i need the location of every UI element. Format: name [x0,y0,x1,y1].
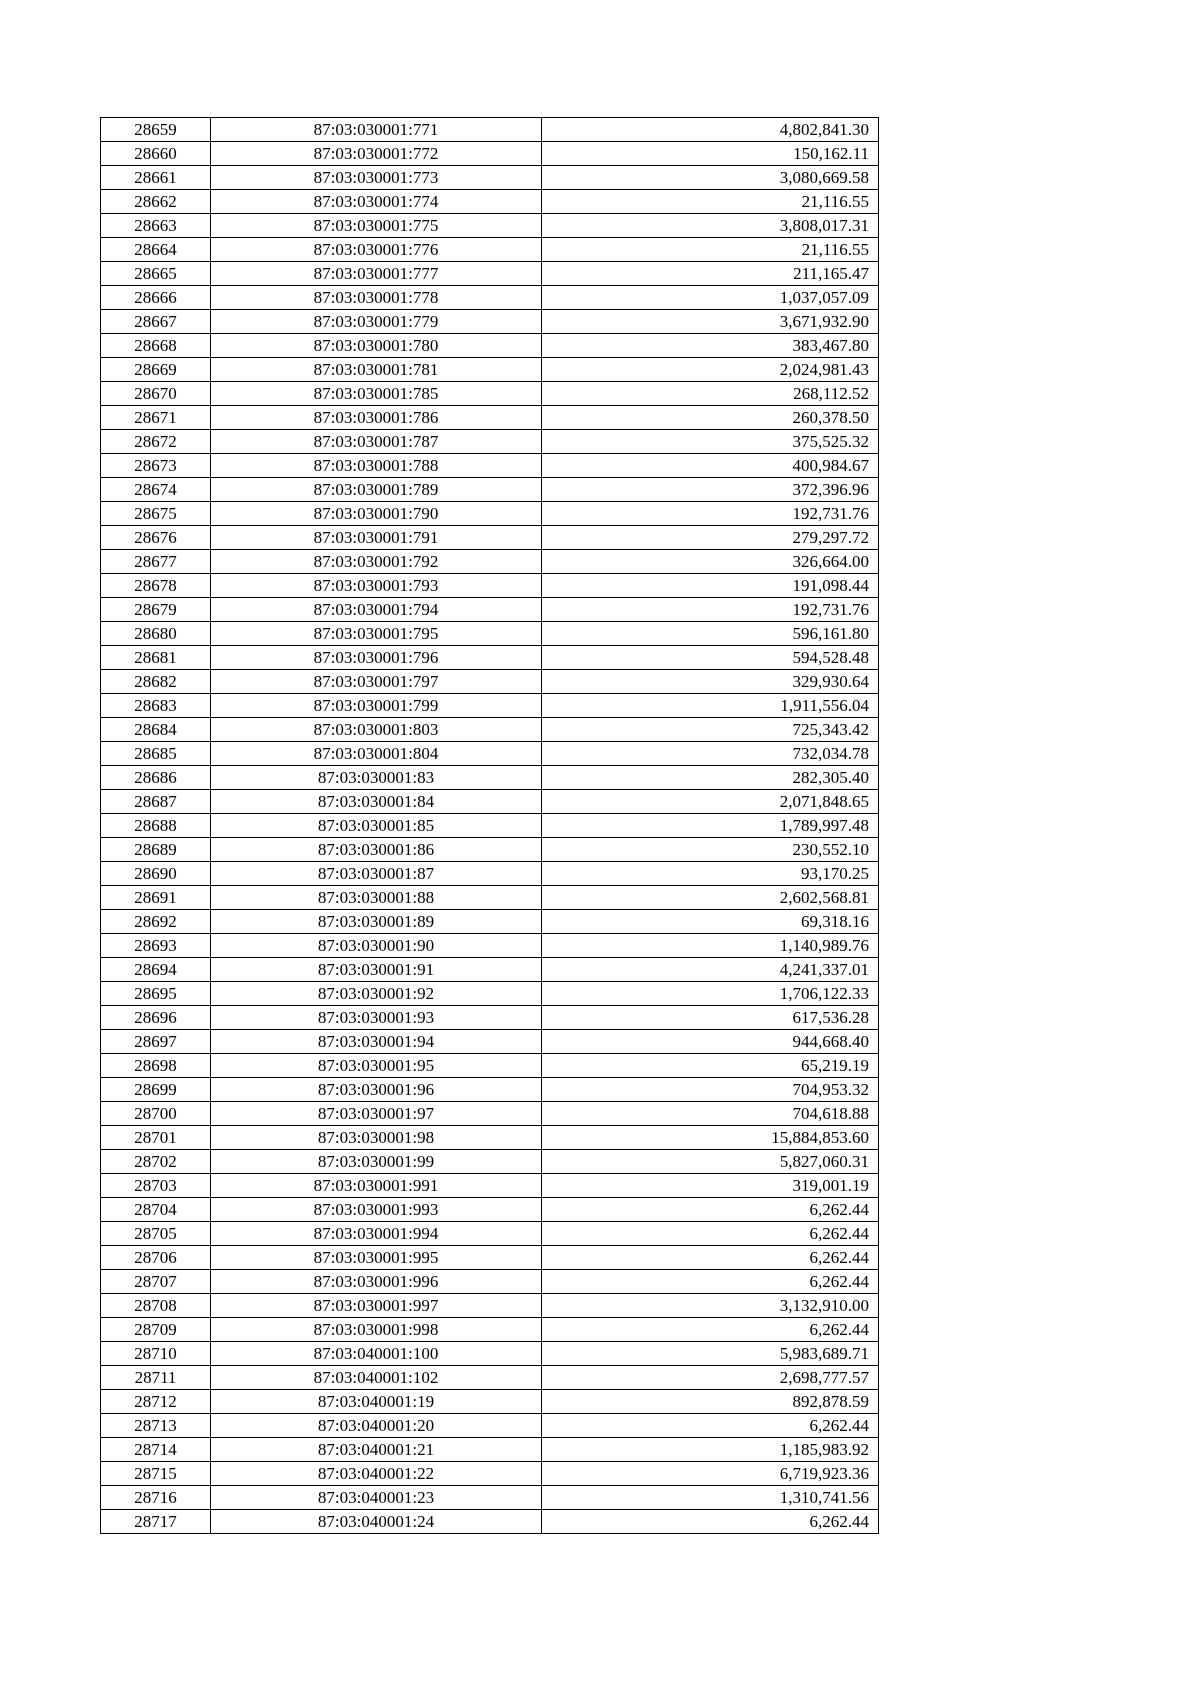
cadastral-value: 230,552.10 [542,838,879,862]
row-number: 28676 [101,526,211,550]
cadastral-value: 617,536.28 [542,1006,879,1030]
cadastral-number: 87:03:030001:997 [211,1294,542,1318]
row-number: 28663 [101,214,211,238]
cadastral-number: 87:03:030001:772 [211,142,542,166]
cadastral-value: 2,071,848.65 [542,790,879,814]
table-row [101,1438,879,1462]
cadastral-value: 704,618.88 [542,1102,879,1126]
cadastral-number: 87:03:030001:786 [211,406,542,430]
row-number: 28710 [101,1342,211,1366]
cadastral-number: 87:03:040001:100 [211,1342,542,1366]
cadastral-value: 329,930.64 [542,670,879,694]
cadastral-number: 87:03:030001:84 [211,790,542,814]
cadastral-value: 319,001.19 [542,1174,879,1198]
cadastral-value: 1,185,983.92 [542,1438,879,1462]
row-number: 28685 [101,742,211,766]
cadastral-value: 4,241,337.01 [542,958,879,982]
cadastral-number: 87:03:030001:794 [211,598,542,622]
table-row [101,430,879,454]
cadastral-value: 2,698,777.57 [542,1366,879,1390]
cadastral-value: 6,262.44 [542,1414,879,1438]
row-number: 28708 [101,1294,211,1318]
cadastral-number: 87:03:030001:781 [211,358,542,382]
cadastral-value: 892,878.59 [542,1390,879,1414]
table-row [101,1486,879,1510]
row-number: 28668 [101,334,211,358]
table-row [101,190,879,214]
row-number: 28673 [101,454,211,478]
row-number: 28687 [101,790,211,814]
cadastral-number: 87:03:030001:90 [211,934,542,958]
row-number: 28664 [101,238,211,262]
row-number: 28695 [101,982,211,1006]
cadastral-number: 87:03:030001:793 [211,574,542,598]
table-row [101,934,879,958]
cadastral-value: 211,165.47 [542,262,879,286]
row-number: 28661 [101,166,211,190]
row-number: 28678 [101,574,211,598]
cadastral-number: 87:03:030001:88 [211,886,542,910]
cadastral-number: 87:03:030001:94 [211,1030,542,1054]
cadastral-value: 6,262.44 [542,1318,879,1342]
row-number: 28672 [101,430,211,454]
cadastral-value: 192,731.76 [542,502,879,526]
table-row [101,742,879,766]
cadastral-number: 87:03:030001:991 [211,1174,542,1198]
cadastral-value: 260,378.50 [542,406,879,430]
table-row [101,1126,879,1150]
cadastral-value: 732,034.78 [542,742,879,766]
cadastral-number: 87:03:030001:91 [211,958,542,982]
table-row [101,694,879,718]
row-number: 28671 [101,406,211,430]
cadastral-number: 87:03:030001:789 [211,478,542,502]
table-row [101,838,879,862]
row-number: 28694 [101,958,211,982]
cadastral-value: 2,602,568.81 [542,886,879,910]
cadastral-number: 87:03:030001:777 [211,262,542,286]
cadastral-value: 1,310,741.56 [542,1486,879,1510]
table-row [101,334,879,358]
table-row [101,502,879,526]
table-row [101,454,879,478]
table-row [101,1102,879,1126]
cadastral-number: 87:03:030001:773 [211,166,542,190]
table-row [101,1174,879,1198]
row-number: 28682 [101,670,211,694]
table-row [101,1078,879,1102]
cadastral-value: 93,170.25 [542,862,879,886]
cadastral-value: 1,140,989.76 [542,934,879,958]
row-number: 28704 [101,1198,211,1222]
table-row [101,478,879,502]
cadastral-number: 87:03:030001:771 [211,118,542,142]
cadastral-number: 87:03:030001:796 [211,646,542,670]
row-number: 28670 [101,382,211,406]
row-number: 28662 [101,190,211,214]
table-row [101,286,879,310]
table-row [101,1150,879,1174]
table-row [101,550,879,574]
row-number: 28675 [101,502,211,526]
table-row [101,118,879,142]
row-number: 28709 [101,1318,211,1342]
row-number: 28666 [101,286,211,310]
cadastral-value: 3,080,669.58 [542,166,879,190]
table-row [101,910,879,934]
table-row [101,1246,879,1270]
cadastral-number: 87:03:030001:791 [211,526,542,550]
table-row [101,886,879,910]
table-row [101,1054,879,1078]
row-number: 28688 [101,814,211,838]
row-number: 28679 [101,598,211,622]
cadastral-number: 87:03:030001:799 [211,694,542,718]
cadastral-number: 87:03:030001:803 [211,718,542,742]
cadastral-number: 87:03:030001:92 [211,982,542,1006]
table-row [101,670,879,694]
row-number: 28659 [101,118,211,142]
cadastral-number: 87:03:030001:779 [211,310,542,334]
row-number: 28697 [101,1030,211,1054]
cadastral-value: 704,953.32 [542,1078,879,1102]
row-number: 28681 [101,646,211,670]
cadastral-value: 65,219.19 [542,1054,879,1078]
cadastral-value: 3,808,017.31 [542,214,879,238]
cadastral-number: 87:03:030001:99 [211,1150,542,1174]
cadastral-value: 192,731.76 [542,598,879,622]
row-number: 28715 [101,1462,211,1486]
row-number: 28707 [101,1270,211,1294]
table-row [101,310,879,334]
cadastral-number: 87:03:030001:86 [211,838,542,862]
row-number: 28706 [101,1246,211,1270]
cadastral-number: 87:03:030001:787 [211,430,542,454]
cadastral-number: 87:03:030001:95 [211,1054,542,1078]
row-number: 28690 [101,862,211,886]
row-number: 28693 [101,934,211,958]
cadastral-value: 944,668.40 [542,1030,879,1054]
cadastral-value: 6,262.44 [542,1198,879,1222]
cadastral-number: 87:03:030001:785 [211,382,542,406]
cadastral-value: 1,911,556.04 [542,694,879,718]
table-row [101,1318,879,1342]
cadastral-value: 400,984.67 [542,454,879,478]
cadastral-number: 87:03:040001:24 [211,1510,542,1534]
cadastral-value: 6,262.44 [542,1510,879,1534]
cadastral-value: 725,343.42 [542,718,879,742]
table-row [101,1462,879,1486]
cadastral-value: 191,098.44 [542,574,879,598]
cadastral-value: 1,789,997.48 [542,814,879,838]
row-number: 28667 [101,310,211,334]
cadastral-value: 15,884,853.60 [542,1126,879,1150]
cadastral-number: 87:03:030001:85 [211,814,542,838]
cadastral-value: 594,528.48 [542,646,879,670]
cadastral-value: 279,297.72 [542,526,879,550]
cadastral-value: 6,262.44 [542,1270,879,1294]
cadastral-value: 372,396.96 [542,478,879,502]
cadastral-value: 596,161.80 [542,622,879,646]
cadastral-value: 326,664.00 [542,550,879,574]
cadastral-number: 87:03:030001:998 [211,1318,542,1342]
cadastral-value: 69,318.16 [542,910,879,934]
row-number: 28665 [101,262,211,286]
table-row [101,382,879,406]
row-number: 28692 [101,910,211,934]
cadastral-number: 87:03:030001:788 [211,454,542,478]
cadastral-number: 87:03:030001:778 [211,286,542,310]
cadastral-number: 87:03:030001:996 [211,1270,542,1294]
cadastral-value: 21,116.55 [542,190,879,214]
table-row [101,1342,879,1366]
table-row [101,814,879,838]
cadastral-number: 87:03:030001:97 [211,1102,542,1126]
table-row [101,166,879,190]
row-number: 28686 [101,766,211,790]
cadastral-number: 87:03:030001:776 [211,238,542,262]
cadastral-value: 6,262.44 [542,1246,879,1270]
cadastral-value: 282,305.40 [542,766,879,790]
table-row [101,718,879,742]
cadastral-value: 383,467.80 [542,334,879,358]
table-row [101,958,879,982]
row-number: 28691 [101,886,211,910]
cadastral-value: 5,983,689.71 [542,1342,879,1366]
table-row [101,406,879,430]
cadastral-number: 87:03:030001:93 [211,1006,542,1030]
row-number: 28711 [101,1366,211,1390]
cadastral-value: 150,162.11 [542,142,879,166]
table-row [101,1006,879,1030]
cadastral-value: 2,024,981.43 [542,358,879,382]
row-number: 28701 [101,1126,211,1150]
row-number: 28696 [101,1006,211,1030]
cadastral-number: 87:03:030001:790 [211,502,542,526]
row-number: 28677 [101,550,211,574]
cadastral-number: 87:03:030001:89 [211,910,542,934]
cadastral-value: 3,132,910.00 [542,1294,879,1318]
cadastral-number: 87:03:030001:994 [211,1222,542,1246]
table-row [101,1414,879,1438]
table-row [101,358,879,382]
cadastral-value: 268,112.52 [542,382,879,406]
table-row [101,766,879,790]
table-row [101,1390,879,1414]
cadastral-number: 87:03:030001:995 [211,1246,542,1270]
cadastral-number: 87:03:030001:993 [211,1198,542,1222]
cadastral-number: 87:03:030001:795 [211,622,542,646]
cadastral-number: 87:03:030001:96 [211,1078,542,1102]
table-row [101,1510,879,1534]
table-row [101,142,879,166]
cadastral-value: 6,262.44 [542,1222,879,1246]
row-number: 28674 [101,478,211,502]
row-number: 28714 [101,1438,211,1462]
cadastral-value: 4,802,841.30 [542,118,879,142]
table-body [101,118,879,1534]
cadastral-number: 87:03:030001:83 [211,766,542,790]
cadastral-number: 87:03:030001:780 [211,334,542,358]
table-row [101,214,879,238]
table-row [101,238,879,262]
cadastral-value: 6,719,923.36 [542,1462,879,1486]
cadastral-value: 21,116.55 [542,238,879,262]
cadastral-number: 87:03:030001:774 [211,190,542,214]
table-row [101,1294,879,1318]
cadastral-value: 1,706,122.33 [542,982,879,1006]
row-number: 28713 [101,1414,211,1438]
row-number: 28660 [101,142,211,166]
cadastral-number: 87:03:040001:102 [211,1366,542,1390]
table-row [101,598,879,622]
table-row [101,622,879,646]
row-number: 28689 [101,838,211,862]
row-number: 28717 [101,1510,211,1534]
table-row [101,1366,879,1390]
cadastral-number: 87:03:040001:21 [211,1438,542,1462]
row-number: 28669 [101,358,211,382]
cadastral-value: 1,037,057.09 [542,286,879,310]
cadastral-value-table [100,117,879,1534]
table-row [101,982,879,1006]
row-number: 28716 [101,1486,211,1510]
cadastral-number: 87:03:030001:804 [211,742,542,766]
row-number: 28684 [101,718,211,742]
cadastral-number: 87:03:040001:20 [211,1414,542,1438]
table-row [101,262,879,286]
row-number: 28698 [101,1054,211,1078]
row-number: 28703 [101,1174,211,1198]
cadastral-value: 5,827,060.31 [542,1150,879,1174]
cadastral-number: 87:03:030001:98 [211,1126,542,1150]
cadastral-number: 87:03:030001:792 [211,550,542,574]
cadastral-value: 3,671,932.90 [542,310,879,334]
row-number: 28683 [101,694,211,718]
table-row [101,526,879,550]
row-number: 28712 [101,1390,211,1414]
table-row [101,646,879,670]
row-number: 28705 [101,1222,211,1246]
cadastral-value: 375,525.32 [542,430,879,454]
table-row [101,1198,879,1222]
table-row [101,1222,879,1246]
table-row [101,790,879,814]
table-row [101,1030,879,1054]
table-row [101,862,879,886]
table-row [101,1270,879,1294]
row-number: 28702 [101,1150,211,1174]
cadastral-number: 87:03:040001:22 [211,1462,542,1486]
row-number: 28699 [101,1078,211,1102]
cadastral-number: 87:03:030001:797 [211,670,542,694]
table-row [101,574,879,598]
cadastral-number: 87:03:040001:19 [211,1390,542,1414]
row-number: 28700 [101,1102,211,1126]
cadastral-number: 87:03:030001:87 [211,862,542,886]
cadastral-number: 87:03:030001:775 [211,214,542,238]
row-number: 28680 [101,622,211,646]
cadastral-number: 87:03:040001:23 [211,1486,542,1510]
